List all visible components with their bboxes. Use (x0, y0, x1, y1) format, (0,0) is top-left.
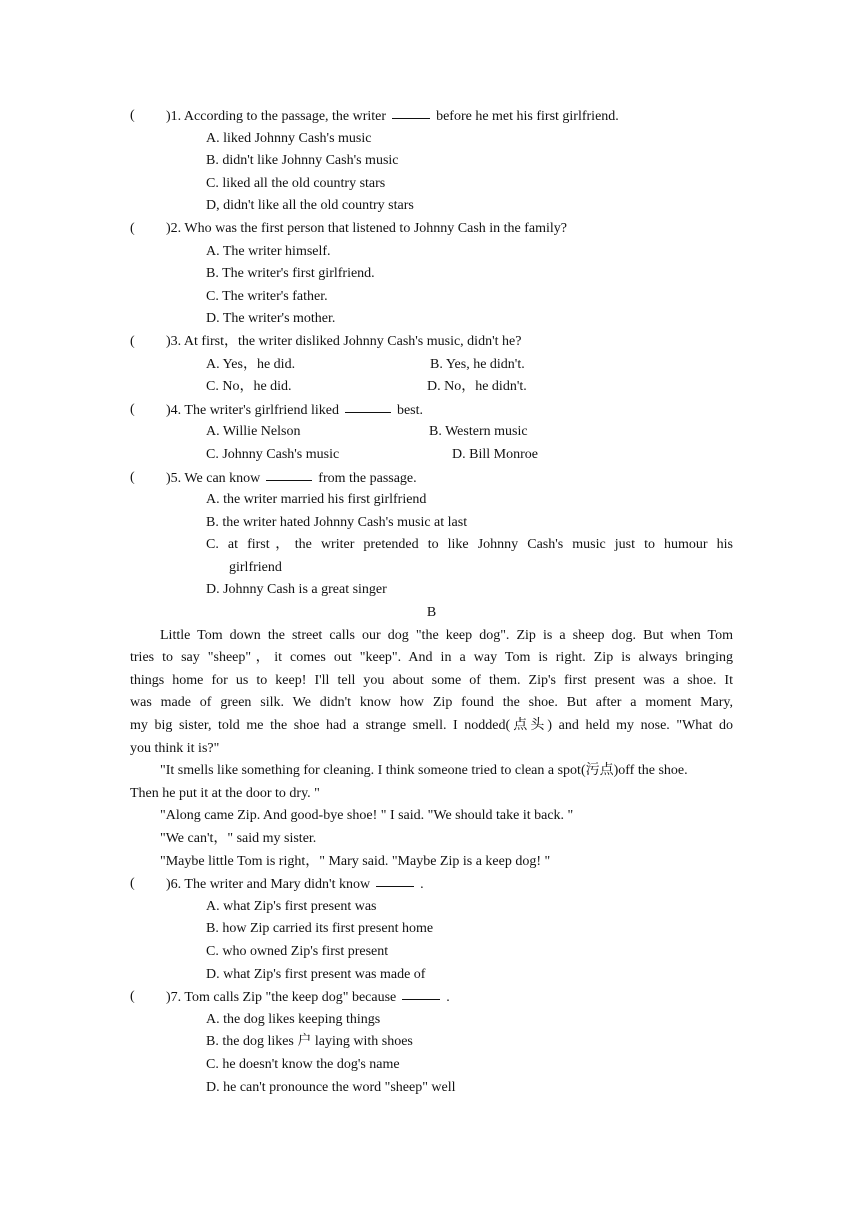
passage-line: tries to say "sheep"，it comes out "keep". And in a way Tom is right. Zip is always bringing (130, 650, 733, 666)
section-heading-b: B (426, 605, 437, 621)
answer-blank (392, 104, 430, 119)
answer-paren-open: ( (130, 220, 135, 236)
question-4 (130, 399, 733, 422)
question-stem-end: . (446, 990, 450, 1006)
passage-line: you think it is?" (130, 740, 220, 756)
question-stem: At first，the writer disliked Johnny Cash's music, didn't he? (183, 333, 522, 349)
answer-paren-close: ) (166, 402, 171, 418)
option-6d: D. what Zip's first present was made of (206, 966, 426, 982)
worksheet-content (130, 105, 733, 1099)
question-2 (130, 218, 733, 241)
question-3 (130, 331, 733, 354)
passage-line: was made of green silk. We didn't know how Zip found the shoe. But after a moment Mary, (130, 695, 733, 711)
answer-blank (376, 872, 414, 887)
question-number: 4. (170, 402, 182, 418)
option-7d: D. he can't pronounce the word "sheep" well (206, 1079, 456, 1095)
dialogue-line: "Maybe little Tom is right，" Mary said. "Maybe Zip is a keep dog! " (160, 853, 551, 869)
option-2c: C. The writer's father. (206, 288, 328, 304)
answer-blank (402, 985, 440, 1000)
question-number: 3. (170, 333, 182, 349)
question-stem-end: from the passage. (318, 470, 417, 486)
question-number: 6. (170, 877, 182, 893)
option-6b: B. how Zip carried its first present home (206, 921, 434, 937)
option-1c: C. liked all the old country stars (206, 175, 386, 191)
option-row-4cd (130, 444, 733, 467)
answer-paren-open: ( (130, 333, 135, 349)
option-1d: D, didn't like all the old country stars (206, 198, 414, 214)
question-number: 5. (170, 470, 182, 486)
answer-blank (266, 466, 312, 481)
option-5b: B. the writer hated Johnny Cash's music at last (206, 514, 468, 530)
option-6a: A. what Zip's first present was (206, 898, 377, 914)
option-row-3ab (130, 354, 733, 377)
dialogue-line: Then he put it at the door to dry. " (130, 785, 320, 801)
answer-paren-open: ( (130, 108, 135, 123)
answer-paren-close: ) (166, 333, 171, 349)
question-stem: Who was the first person that listened to Johnny Cash in the family? (184, 220, 568, 236)
option-4a: A. Willie Nelson (206, 424, 301, 440)
answer-blank (345, 398, 391, 413)
question-1 (130, 105, 733, 128)
option-1a: A. liked Johnny Cash's music (206, 130, 372, 146)
answer-paren-close: ) (166, 220, 171, 236)
answer-paren-close: ) (166, 470, 171, 486)
option-row-3cd (130, 376, 733, 399)
question-stem: We can know (184, 470, 261, 486)
question-stem-end: before he met his first girlfriend. (436, 109, 619, 124)
option-6c: C. who owned Zip's first present (206, 943, 389, 959)
question-stem: The writer and Mary didn't know (184, 877, 371, 893)
option-2b: B. The writer's first girlfriend. (206, 266, 375, 282)
passage-line: Little Tom down the street calls our dog "the keep dog". Zip is a sheep dog. But when Tom (160, 627, 733, 643)
question-stem: Tom calls Zip "the keep dog" because (184, 990, 397, 1006)
option-5c-line1: C. at first，the writer pretended to like Johnny Cash's music just to humour his (206, 537, 733, 553)
option-4b: B. Western music (429, 424, 528, 440)
option-1b: B. didn't like Johnny Cash's music (206, 153, 399, 169)
question-stem: According to the passage, the writer (183, 109, 387, 124)
option-5a: A. the writer married his first girlfriend (206, 492, 427, 508)
passage-line: my big sister, told me the shoe had a strange smell. I nodded(点头) and held my nose. "What do (130, 718, 733, 734)
question-7 (130, 986, 733, 1009)
answer-paren-open: ( (130, 469, 135, 485)
dialogue-line: "Along came Zip. And good-bye shoe! " I said. "We should take it back. " (160, 808, 574, 824)
passage-paragraph (130, 625, 733, 761)
option-4c: C. Johnny Cash's music (206, 446, 340, 462)
answer-paren-close: ) (166, 877, 171, 893)
question-6 (130, 873, 733, 896)
answer-paren-open: ( (130, 401, 135, 417)
option-7b: B. the dog likes 户 laying with shoes (206, 1034, 413, 1050)
passage-line: things home for us to keep! I'll tell you about some of them. Zip's first present was a shoe. It (130, 672, 733, 688)
option-5c-line2: girlfriend (229, 559, 282, 575)
option-7a: A. the dog likes keeping things (206, 1011, 381, 1027)
option-3b: B. Yes, he didn't. (430, 356, 525, 372)
option-7c: C. he doesn't know the dog's name (206, 1056, 400, 1072)
option-3a: A. Yes，he did. (206, 356, 296, 372)
answer-paren-close: ) (166, 109, 171, 124)
option-row-4ab (130, 421, 733, 444)
option-3d: D. No，he didn't. (427, 379, 527, 395)
question-number: 7. (170, 990, 182, 1006)
option-3c: C. No，he did. (206, 379, 292, 395)
question-5 (130, 467, 733, 490)
option-4d: D. Bill Monroe (452, 446, 538, 462)
question-number: 2. (170, 220, 182, 236)
question-stem-end: . (420, 877, 424, 893)
answer-paren-open: ( (130, 876, 135, 892)
question-number: 1. (170, 109, 182, 124)
option-5c (130, 534, 733, 579)
option-5d: D. Johnny Cash is a great singer (206, 582, 387, 598)
question-stem-end: best. (396, 402, 424, 418)
dialogue-line: "We can't，" said my sister. (160, 831, 317, 846)
question-stem: The writer's girlfriend liked (184, 402, 339, 418)
dialogue-line: "It smells like something for cleaning. I think someone tried to clean a spot(污点)off the shoe. (160, 763, 688, 779)
option-2d: D. The writer's mother. (206, 311, 336, 327)
answer-paren-close: ) (166, 990, 171, 1006)
answer-paren-open: ( (130, 989, 135, 1005)
option-2a: A. The writer himself. (206, 243, 331, 259)
